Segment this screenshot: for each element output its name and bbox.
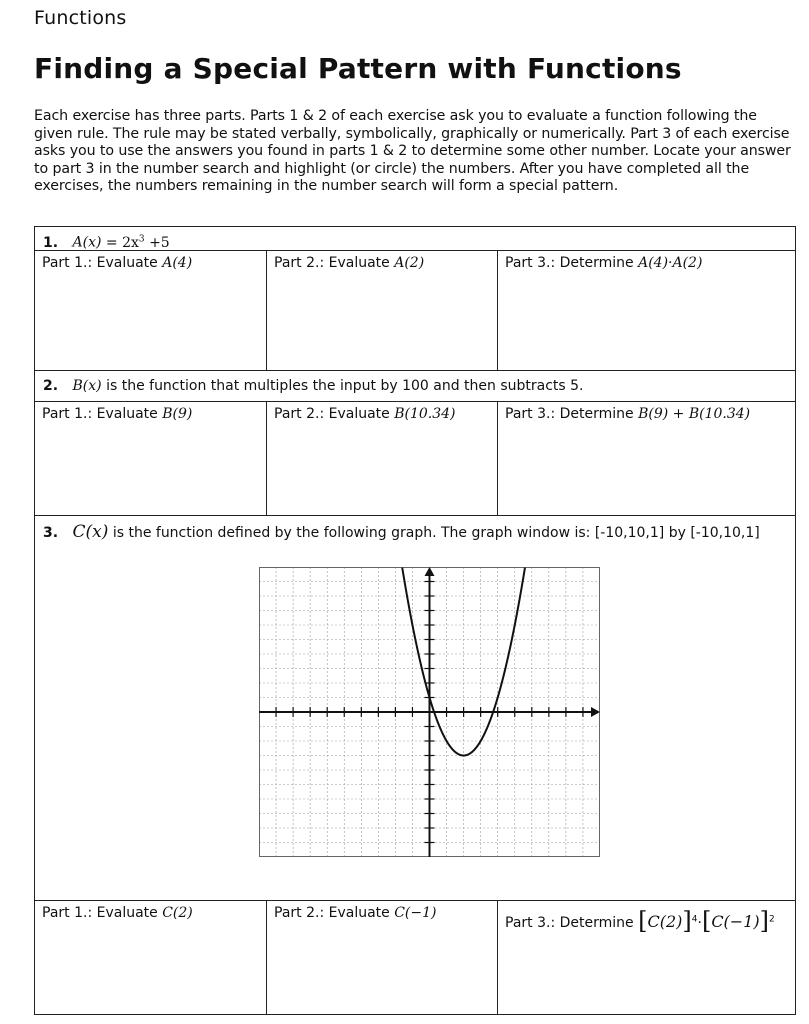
exercise-2-part-2[interactable]: Part 2.: Evaluate B(10.34) <box>267 402 498 515</box>
exercise-3-part-2[interactable]: Part 2.: Evaluate C(−1) <box>267 901 498 1014</box>
exercise-1-part-1[interactable]: Part 1.: Evaluate A(4) <box>35 251 267 370</box>
exercise-1-part-3[interactable]: Part 3.: Determine A(4)·A(2) <box>505 255 703 271</box>
exercise-2-header <box>35 371 795 402</box>
graph-window-x: [-10,10,1] <box>594 525 665 541</box>
page-title: Finding a Special Pattern with Functions <box>34 52 682 85</box>
exercise-3-header <box>43 522 760 542</box>
y-axis-arrow <box>425 567 435 576</box>
instructions: Each exercise has three parts. Parts 1 & 2 of each exercise ask you to evaluate a function following the given rule. The rule may be stated verbally, symbolically, graphically or numerically. Part 3 of each exercise asks you to use the answers you found in parts 1 & 2 to determine some other number. Locate your answer to part 3 in the number search and highlight (or circle) the numbers. After you have completed all the exercises, the numbers remaining in the number search will form a special pattern. <box>34 108 791 195</box>
exercise-3 <box>34 515 796 1015</box>
function-name: B(x) <box>72 378 102 394</box>
function-name: C(x) <box>72 522 109 542</box>
exercise-number: 1. <box>43 234 59 251</box>
exercise-3-part-3[interactable]: Part 3.: Determine $[C(2)]^4\cdot[C(-1)]^2$ <box>505 907 775 935</box>
exercise-1-header <box>35 227 795 251</box>
exponent: 3 <box>138 234 145 244</box>
exercise-1 <box>34 226 796 371</box>
graph-window-by: by <box>664 525 691 541</box>
exercise-3-part-1[interactable]: Part 1.: Evaluate C(2) <box>35 901 267 1014</box>
exercise-2-part-1[interactable]: Part 1.: Evaluate B(9) <box>35 402 267 515</box>
graph-window-y: [-10,10,1] <box>690 525 760 541</box>
function-description: is the function that multiples the input by 100 and then subtracts 5. <box>101 378 584 394</box>
function-equation: = $2x^3 +5$ <box>105 234 170 251</box>
function-description: is the function defined by the following graph. The graph window is: <box>108 525 595 541</box>
exercise-number: 2. <box>43 378 59 394</box>
exercise-2 <box>34 370 796 516</box>
function-name: A(x) <box>72 234 102 251</box>
x-axis-arrow <box>591 707 600 717</box>
exercise-2-part-3[interactable]: Part 3.: Determine B(9) + B(10.34) <box>505 406 751 422</box>
exercise-1-part-2[interactable]: Part 2.: Evaluate A(2) <box>267 251 498 370</box>
exercise-number: 3. <box>43 525 59 541</box>
function-graph <box>259 567 600 857</box>
section-label: Functions <box>34 7 127 29</box>
